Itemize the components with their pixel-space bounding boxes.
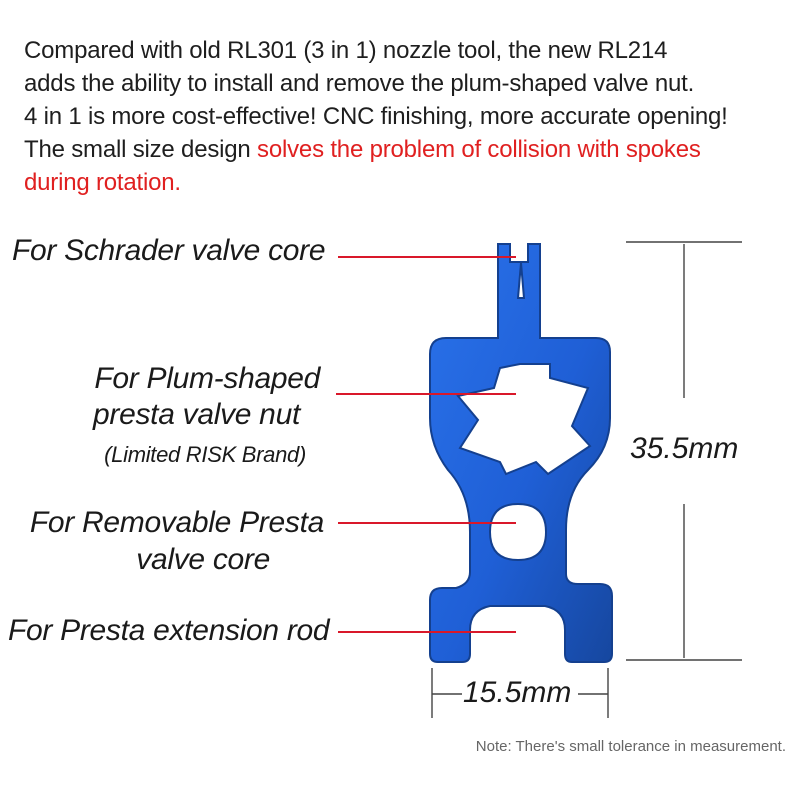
label-plum-line-1: For Plum-shaped [94,362,320,395]
label-plum-brand: (Limited RISK Brand) [104,442,306,467]
width-dimension-label: 15.5mm [463,676,572,709]
label-extension-rod: For Presta extension rod [8,614,330,647]
intro-line-2: adds the ability to install and remove the plum-shaped valve nut. [24,70,695,97]
height-dimension-label: 35.5mm [630,432,739,465]
label-removable-line-1: For Removable Presta [29,506,324,539]
intro-line-1: Compared with old RL301 (3 in 1) nozzle tool, the new RL214 [24,37,668,64]
label-plum-line-2: presta valve nut [93,398,300,431]
intro-line-5: during rotation. [24,169,181,196]
intro-line-4-black: The small size design [24,136,258,163]
measurement-note: Note: There's small tolerance in measurement. [475,738,786,755]
intro-line-4-red: solves the problem of collision with spokes [257,136,701,163]
label-removable-line-2: valve core [136,543,270,576]
tool-body [430,244,612,662]
label-schrader-valve-core: For Schrader valve core [12,234,326,267]
intro-line-3: 4 in 1 is more cost-effective! CNC finishing, more accurate opening! [24,103,728,130]
